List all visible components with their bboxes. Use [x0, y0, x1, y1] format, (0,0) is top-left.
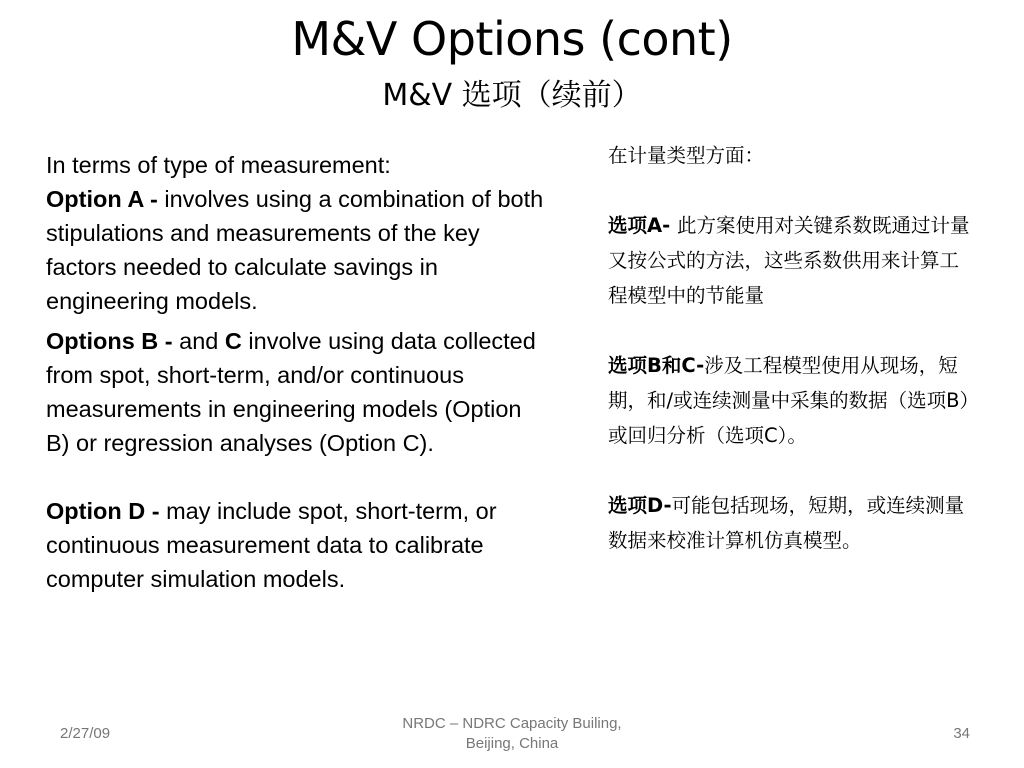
option-c-label: C	[224, 328, 242, 354]
chinese-option-bc-label: 选项B和C-	[608, 354, 705, 377]
option-a-text: involves using a combination of both stipulations and measurements of the key factors needed to calculate savings in engineering models.	[46, 186, 544, 314]
option-b-label: Options B -	[46, 328, 180, 354]
chinese-option-bc	[608, 348, 978, 453]
option-bc-text: involve using data collected from spot, short-term, and/or continuous measurements in engineering models (Option B) or regression analyses (Option C).	[46, 328, 536, 456]
chinese-option-a-label: 选项A-	[608, 214, 677, 237]
option-a-label: Option A -	[46, 186, 165, 212]
slide-title: M&V Options (cont)	[291, 12, 733, 66]
chinese-option-bc-text: 涉及工程模型使用从现场，短期，和/或连续测量中采集的数据（选项B）或回归分析（选项C）。	[608, 354, 970, 447]
option-d-label: Option D -	[46, 498, 167, 524]
english-option-bc	[46, 324, 546, 460]
english-option-a	[46, 182, 546, 318]
chinese-option-a-text: 此方案使用对关键系数既通过计量又按公式的方法，这些系数供用来计算工程模型中的节能量	[608, 214, 970, 307]
chinese-option-a	[608, 208, 978, 313]
chinese-option-d	[608, 488, 978, 558]
english-intro: In terms of type of measurement:	[46, 152, 391, 178]
chinese-intro: 在计量类型方面：	[608, 144, 765, 167]
footer-center-text: NRDC – NDRC Capacity Builing, Beijing, China	[402, 715, 622, 752]
english-option-d	[46, 494, 546, 596]
footer-page-number: 34	[953, 725, 970, 742]
chinese-option-d-text: 可能包括现场，短期，或连续测量数据来校准计算机仿真模型。	[608, 494, 965, 552]
slide-subtitle: M&V 选项（续前）	[382, 78, 642, 113]
chinese-option-d-label: 选项D-	[608, 494, 672, 517]
chinese-text-column	[608, 138, 978, 558]
option-d-text: may include spot, short-term, or continuous measurement data to calibrate computer simulation models.	[46, 498, 497, 592]
footer-date: 2/27/09	[60, 725, 111, 742]
option-bc-and: and	[179, 328, 225, 354]
english-text-column	[46, 148, 546, 596]
